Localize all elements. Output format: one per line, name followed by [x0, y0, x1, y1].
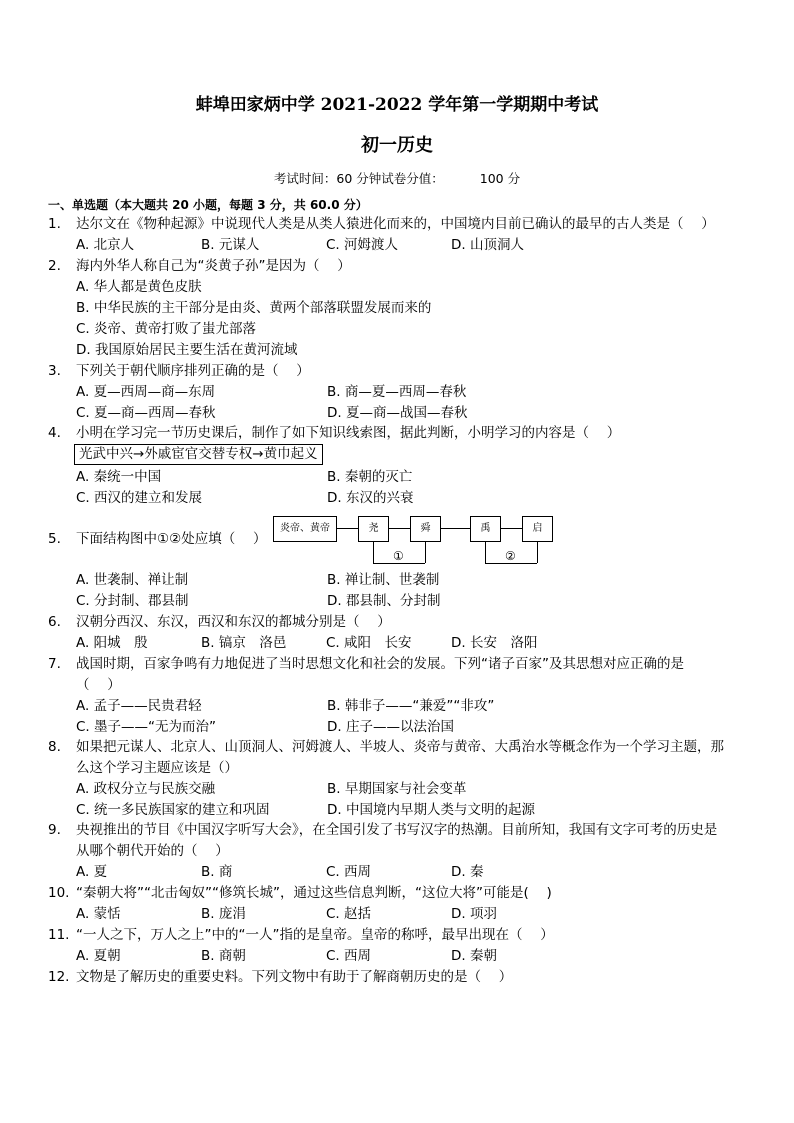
option-c[interactable]: C. 墨子——“无为而治” — [76, 719, 216, 735]
question-number: 8. — [48, 739, 61, 755]
question-5-options — [48, 570, 758, 612]
question-7 — [48, 654, 758, 738]
option-a[interactable]: A. 秦统一中国 — [76, 469, 162, 485]
option-b[interactable]: B. 镐京 洛邑 — [201, 635, 287, 651]
question-stem-cont: （ ） — [76, 677, 121, 693]
option-c[interactable]: C. 河姆渡人 — [326, 237, 399, 253]
option-c[interactable]: C. 赵括 — [326, 906, 372, 922]
option-b[interactable]: B. 商朝 — [201, 948, 246, 964]
option-c[interactable]: C. 咸阳 长安 — [326, 635, 412, 651]
option-d[interactable]: D. 庄子——以法治国 — [327, 719, 454, 735]
connector-line — [500, 528, 522, 529]
question-number: 7. — [48, 656, 61, 672]
exam-score: 100 分 — [479, 171, 521, 186]
option-b[interactable]: B. 元谋人 — [201, 237, 260, 253]
question-5 — [48, 529, 758, 550]
option-a[interactable]: A. 孟子——民贵君轻 — [76, 698, 202, 714]
option-b[interactable]: B. 庞涓 — [201, 906, 246, 922]
option-c[interactable]: C. 分封制、郡县制 — [76, 593, 189, 609]
option-b[interactable]: B. 商 — [201, 864, 233, 880]
option-a[interactable]: A. 华人都是黄色皮肤 — [76, 279, 202, 295]
question-10 — [48, 883, 758, 925]
option-c[interactable]: C. 夏—商—西周—春秋 — [76, 405, 216, 421]
question-4 — [48, 423, 758, 509]
question-number: 9. — [48, 822, 61, 838]
question-6 — [48, 612, 758, 654]
question-9 — [48, 820, 758, 883]
bracket-line — [373, 563, 425, 564]
connector-line — [388, 528, 410, 529]
option-d[interactable]: D. 秦朝 — [451, 948, 497, 964]
question-12 — [48, 967, 758, 988]
option-c[interactable]: C. 西周 — [326, 864, 372, 880]
option-a[interactable]: A. 阳城 殷 — [76, 635, 148, 651]
option-c[interactable]: C. 西周 — [326, 948, 372, 964]
bracket-line — [485, 541, 486, 563]
subject-title: 初一历史 — [361, 135, 433, 156]
section-heading: 一、单选题（本大题共 20 小题，每题 3 分，共 60.0 分） — [48, 198, 368, 212]
option-d[interactable]: D. 中国境内早期人类与文明的起源 — [327, 802, 535, 818]
question-number: 5. — [48, 531, 61, 547]
bracket-line — [537, 541, 538, 563]
question-number: 10. — [48, 885, 70, 901]
question-stem: 达尔文在《物种起源》中说现代人类是从类人猿进化而来的，中国境内目前已确认的最早的古人类是（ ） — [76, 216, 715, 232]
option-a[interactable]: A. 北京人 — [76, 237, 135, 253]
bracket-line — [485, 563, 537, 564]
option-c[interactable]: C. 统一多民族国家的建立和巩固 — [76, 802, 270, 818]
question-stem: 文物是了解历史的重要史料。下列文物中有助于了解商朝历史的是（ ） — [76, 969, 513, 985]
diagram-box-yao: 尧 — [358, 516, 389, 542]
question-stem-cont: 么这个学习主题应该是（） — [76, 760, 238, 776]
question-number: 12. — [48, 969, 70, 985]
option-c[interactable]: C. 炎帝、黄帝打败了蚩尤部落 — [76, 321, 257, 337]
question-number: 2. — [48, 258, 61, 274]
exam-time-label: 考试时间：60 分钟试卷分值： — [273, 171, 444, 186]
question-stem: 下列关于朝代顺序排列正确的是（ ） — [76, 363, 310, 379]
diagram-box-yandi-huangdi: 炎帝、黄帝 — [273, 516, 337, 542]
connector-line — [336, 528, 358, 529]
diagram-box-shun: 舜 — [410, 516, 441, 542]
option-d[interactable]: D. 山顶洞人 — [451, 237, 524, 253]
knowledge-chain: 光武中兴→外戚宦官交替专权→黄巾起义 — [74, 444, 323, 465]
exam-title: 蚌埠田家炳中学 2021-2022 学年第一学期期中考试 — [195, 95, 599, 115]
question-number: 4. — [48, 425, 61, 441]
question-stem: 海内外华人称自己为“炎黄子孙”是因为（ ） — [76, 258, 351, 274]
option-a[interactable]: A. 夏 — [76, 864, 108, 880]
connector-line — [440, 528, 470, 529]
option-a[interactable]: A. 政权分立与民族交融 — [76, 781, 216, 797]
option-a[interactable]: A. 夏—西周—商—东周 — [76, 384, 216, 400]
option-d[interactable]: D. 夏—商—战国—春秋 — [327, 405, 468, 421]
option-b[interactable]: B. 商—夏—西周—春秋 — [327, 384, 467, 400]
blank-mark-1: ① — [393, 549, 404, 563]
option-d[interactable]: D. 长安 洛阳 — [451, 635, 538, 651]
question-number: 3. — [48, 363, 61, 379]
option-b[interactable]: B. 秦朝的灭亡 — [327, 469, 413, 485]
option-d[interactable]: D. 我国原始居民主要生活在黄河流域 — [76, 342, 298, 358]
bracket-line — [373, 541, 374, 563]
question-8 — [48, 737, 758, 821]
question-2 — [48, 256, 758, 361]
question-stem: 汉朝分西汉、东汉，西汉和东汉的都城分别是（ ） — [76, 614, 391, 630]
question-stem: “秦朝大将”“北击匈奴”“修筑长城”，通过这些信息判断，“这位大将”可能是( ) — [76, 885, 552, 901]
question-stem: 小明在学习完一节历史课后，制作了如下知识线索图，据此判断，小明学习的内容是（ ） — [76, 425, 621, 441]
option-a[interactable]: A. 夏朝 — [76, 948, 121, 964]
question-1 — [48, 214, 758, 256]
option-a[interactable]: A. 蒙恬 — [76, 906, 121, 922]
option-d[interactable]: D. 秦 — [451, 864, 484, 880]
option-b[interactable]: B. 早期国家与社会变革 — [327, 781, 467, 797]
question-11 — [48, 925, 758, 967]
exam-info — [0, 169, 794, 187]
option-c[interactable]: C. 西汉的建立和发展 — [76, 490, 203, 506]
option-d[interactable]: D. 郡县制、分封制 — [327, 593, 441, 609]
blank-mark-2: ② — [505, 549, 516, 563]
question-stem: 下面结构图中①②处应填（ ） — [76, 531, 267, 547]
question-stem: 央视推出的节目《中国汉字听写大会》，在全国引发了书写汉字的热潮。目前所知，我国有文字可考的历史是 — [76, 822, 718, 838]
question-stem: 战国时期，百家争鸣有力地促进了当时思想文化和社会的发展。下列“诸子百家”及其思想对应正确的是 — [76, 656, 684, 672]
option-d[interactable]: D. 项羽 — [451, 906, 497, 922]
question-stem-cont: 从哪个朝代开始的（ ） — [76, 843, 229, 859]
question-3 — [48, 361, 758, 424]
question-number: 11. — [48, 927, 70, 943]
option-d[interactable]: D. 东汉的兴衰 — [327, 490, 414, 506]
option-b[interactable]: B. 禅让制、世袭制 — [327, 572, 440, 588]
option-a[interactable]: A. 世袭制、禅让制 — [76, 572, 189, 588]
question-number: 6. — [48, 614, 61, 630]
bracket-line — [425, 541, 426, 563]
option-b[interactable]: B. 中华民族的主干部分是由炎、黄两个部落联盟发展而来的 — [76, 300, 432, 316]
diagram-box-qi: 启 — [522, 516, 553, 542]
diagram-box-yu: 禹 — [470, 516, 501, 542]
question-number: 1. — [48, 216, 61, 232]
question-stem: “一人之下，万人之上”中的“一人”指的是皇帝。皇帝的称呼，最早出现在（ ） — [76, 927, 554, 943]
option-b[interactable]: B. 韩非子——“兼爱”“非攻” — [327, 698, 495, 714]
question-stem: 如果把元谋人、北京人、山顶洞人、河姆渡人、半坡人、炎帝与黄帝、大禹治水等概念作为一个学习主题，那 — [76, 739, 724, 755]
